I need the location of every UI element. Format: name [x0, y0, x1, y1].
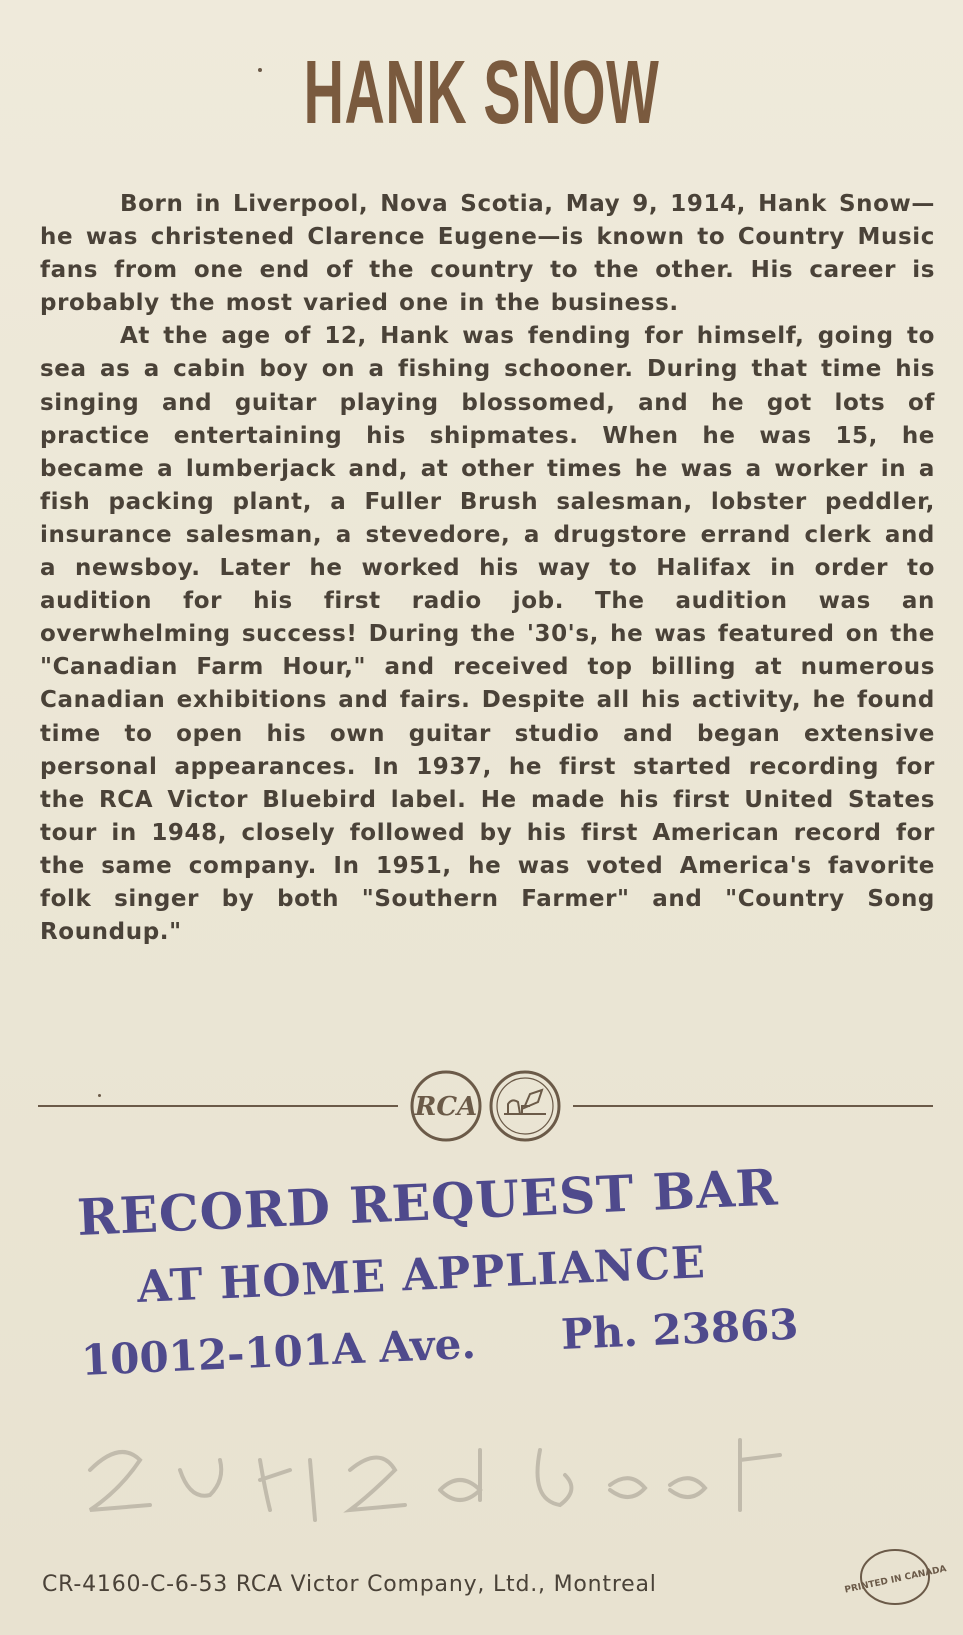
imprint-line: CR-4160-C-6-53 RCA Victor Company, Ltd., Montreal	[42, 1572, 657, 1597]
nipper-logo-icon	[491, 1072, 559, 1140]
rca-logos	[408, 1068, 568, 1144]
bio-paragraph-2: At the age of 12, Hank was fending for himself, going to sea as a cabin boy on a fishing schooner. During that time his singing and guitar playing blossomed, and he got lots of practice entertaining his shipmates. When he was 15, he became a lumberjack and, at other times he was a worker in a fish packing plant, a Fuller Brush salesman, lobster peddler, insurance salesman, a stevedore, a drugstore errand clerk and a newsboy. Later he worked his way to Halifax in order to audition for his first radio job. The audition was an overwhelming success! During the '30's, he was featured on the "Canadian Farm Hour," and received top billing at numerous Canadian exhibitions and fairs. Despite all his activity, he found time to open his own guitar studio and began extensive personal appearances. In 1937, he first started recording for the RCA Victor Bluebird label. He made his first United States tour in 1948, closely followed by his first American record for the same company. In 1951, he was voted America's favorite folk singer by both "Southern Farmer" and "Country Song Roundup."	[40, 323, 935, 946]
stamp-phone: Ph. 23863	[560, 1299, 800, 1359]
biography	[40, 188, 935, 949]
stamp-address: 10012-101A Ave.	[80, 1318, 477, 1385]
stamp-line-2: AT HOME APPLIANCE	[136, 1237, 707, 1313]
printed-seal-text: PRINTED IN CANADA	[843, 1564, 948, 1596]
rca-logo-text: RCA	[414, 1092, 478, 1122]
stamp-line-1: RECORD REQUEST BAR	[76, 1157, 780, 1247]
ink-speck	[98, 1094, 101, 1097]
divider-right	[573, 1105, 933, 1107]
printed-in-canada-seal	[843, 1546, 948, 1608]
artist-title: HANK SNOW	[303, 43, 660, 143]
ink-speck	[258, 68, 262, 72]
bio-paragraph-1: Born in Liverpool, Nova Scotia, May 9, 1914, Hank Snow—he was christened Clarence Eugene—is known to Country Music fans from one end of the country to the other. His career is probably the most varied one in the business.	[40, 191, 935, 317]
divider-left	[38, 1105, 398, 1107]
rca-logo-icon	[412, 1072, 480, 1140]
pencil-scribble-icon	[60, 1400, 860, 1550]
